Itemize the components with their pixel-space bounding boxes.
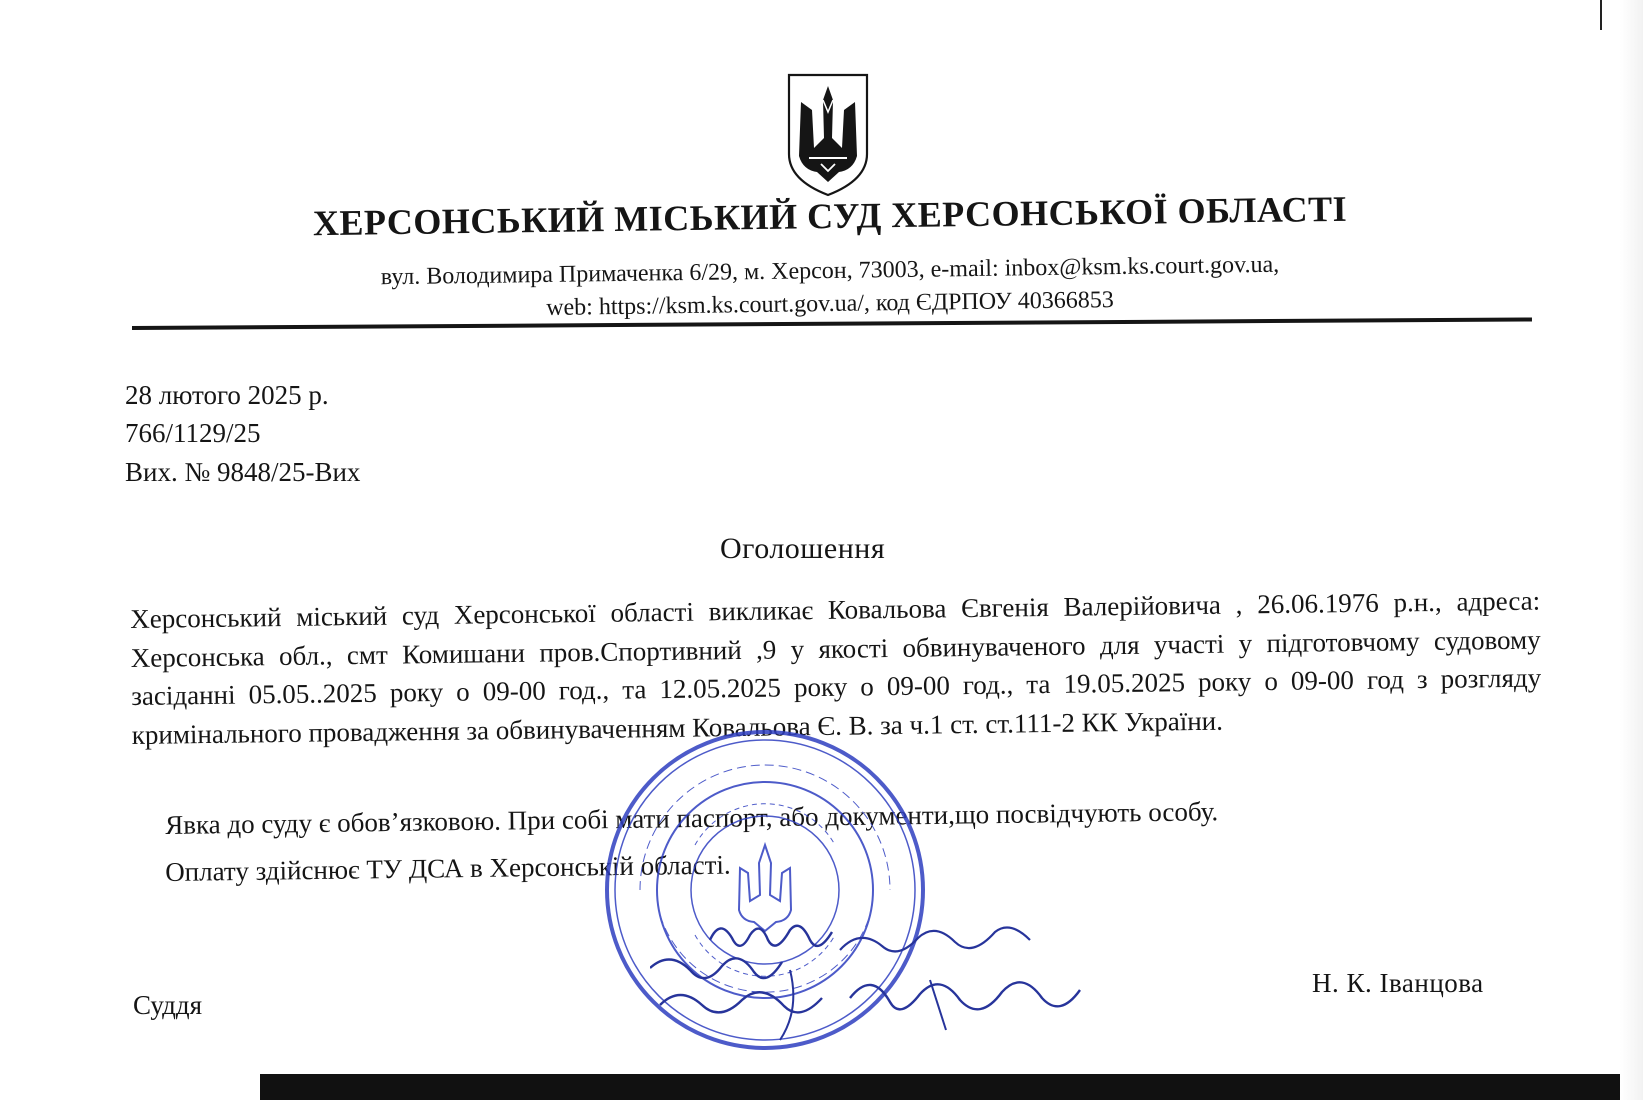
address-line: вул. Володимира Примаченка 6/29, м. Херсон, 73003, e-mail: inbox@ksm.ks.court.gov.ua,: [380, 251, 1280, 291]
appearance-paragraph: Явка до суду є обов’язковою. При собі мати паспорт, або документи,що посвідчують особу.: [165, 796, 1219, 840]
handwritten-signature-icon: [650, 910, 1120, 1060]
payment-paragraph: Оплату здійснює ТУ ДСА в Херсонській області.: [165, 849, 731, 887]
court-name: ХЕРСОНСЬКИЙ МІСЬКИЙ СУД ХЕРСОНСЬКОЇ ОБЛАСТІ: [312, 188, 1348, 244]
case-number: 766/1129/25: [125, 418, 261, 448]
scan-border-gap: [0, 1074, 260, 1100]
coat-of-arms-icon: [785, 72, 871, 198]
scan-edge-shadow: [1620, 0, 1643, 1100]
judge-role-label: Суддя: [133, 990, 203, 1020]
judge-name: Н. К. Іванцова: [1312, 968, 1484, 998]
outgoing-number: Вих. № 9848/25-Вих: [125, 457, 361, 487]
summons-paragraph: Херсонський міський суд Херсонської області викликає Ковальова Євгенія Валерійовича , 26.06.1976 р.н., адреса: Херсонська обл., смт Комишани пров.Спортивний ,9 у якості обвинуваченого для участі у підготовчому судовому засіданні 05.05..2025 року о 09-00 год., та 12.05.2025 року о 09-00 год., та 19.05.2025 року о 09-00 год з розгляду кримінального провадження за обвинуваченням Ковальова Є. В. за ч.1 ст. ст.111-2 КК України.: [130, 585, 1542, 750]
web-and-code-line: web: https://ksm.ks.court.gov.ua/, код ЄДРПОУ 40366853: [546, 287, 1114, 321]
document-title: Оголошення: [720, 532, 886, 565]
document-date: 28 лютого 2025 р.: [125, 380, 329, 410]
scan-mark: [1600, 0, 1602, 30]
